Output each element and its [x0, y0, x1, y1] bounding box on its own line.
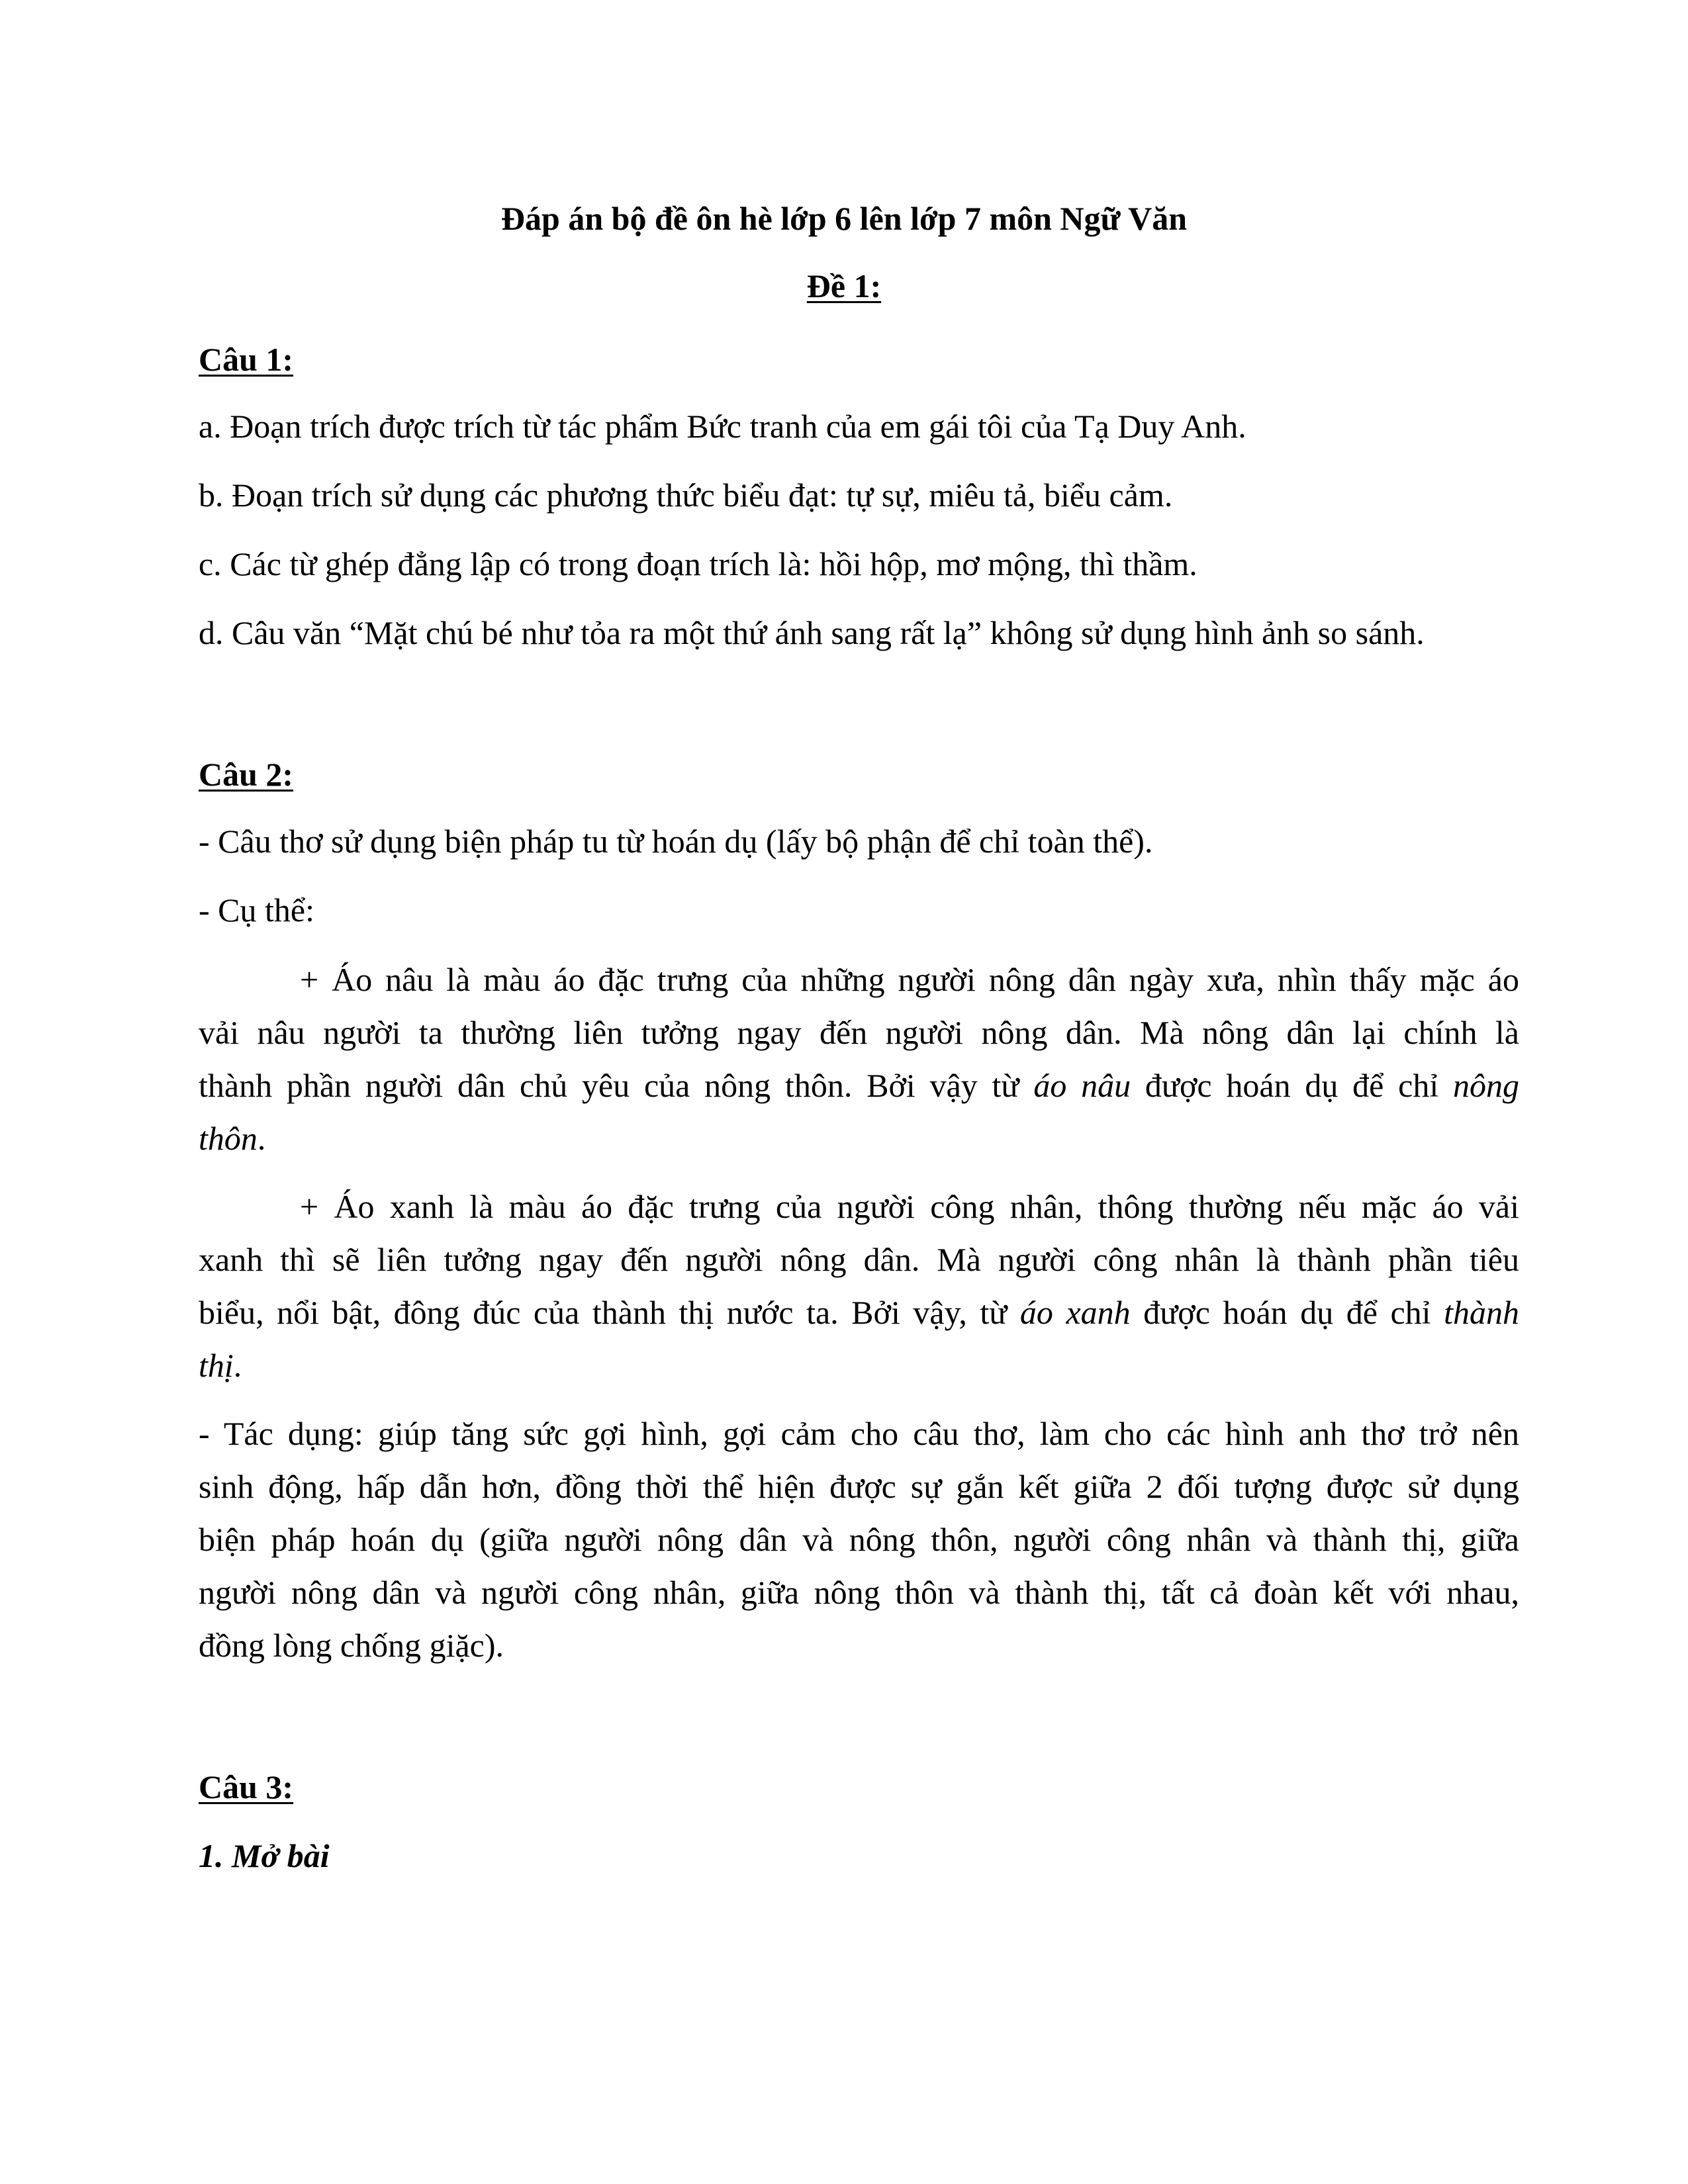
- cau2-paragraph-2: - Cụ thể:: [199, 891, 314, 929]
- cau2-tacdung-line1: - Tác dụng: giúp tăng sức gợi hình, gợi cảm cho câu thơ, làm cho các hình anh thơ trở nên: [199, 1415, 1519, 1452]
- cau2-item2-line1: + Áo xanh là màu áo đặc trưng của người công nhân, thông thường nếu mặc áo vải: [300, 1188, 1519, 1225]
- emphasis-nong: nông: [1453, 1067, 1520, 1104]
- cau2-item1-line3: thành phần người dân chủ yêu của nông thôn. Bởi vậy từ áo nâu được hoán dụ để chỉ nông: [199, 1067, 1520, 1104]
- cau2-tacdung-line3: biện pháp hoán dụ (giữa người nông dân và nông thôn, người công nhân và thành thị, giữa: [199, 1521, 1519, 1558]
- emphasis-ao-xanh: áo xanh: [1019, 1294, 1131, 1331]
- cau2-item2-line3: biểu, nổi bật, đông đúc của thành thị nước ta. Bởi vậy, từ áo xanh được hoán dụ để chỉ thành: [199, 1294, 1519, 1331]
- cau3-subheading-mo-bai: 1. Mở bài: [199, 1837, 330, 1874]
- cau3-heading: Câu 3:: [199, 1768, 294, 1805]
- cau2-item1-line4: thôn.: [199, 1120, 266, 1157]
- cau1-answer-d: d. Câu văn “Mặt chú bé như tỏa ra một thứ ánh sang rất lạ” không sử dụng hình ảnh so sánh.: [199, 614, 1425, 651]
- document-title: Đáp án bộ đề ôn hè lớp 6 lên lớp 7 môn Ngữ Văn: [500, 200, 1188, 237]
- cau2-item1-line1: + Áo nâu là màu áo đặc trưng của những người nông dân ngày xưa, nhìn thấy mặc áo: [300, 961, 1519, 998]
- cau2-item2-line2: xanh thì sẽ liên tưởng ngay đến người nông dân. Mà người công nhân là thành phần tiêu: [199, 1241, 1519, 1278]
- section-heading-text: Đề 1:: [806, 267, 882, 304]
- cau2-tacdung-line5: đồng lòng chống giặc).: [199, 1627, 504, 1664]
- emphasis-thi: thị: [199, 1347, 234, 1384]
- emphasis-thon: thôn: [199, 1120, 258, 1157]
- cau2-paragraph-1: - Câu thơ sử dụng biện pháp tu từ hoán dụ (lấy bộ phận để chỉ toàn thể).: [199, 823, 1153, 860]
- cau2-item1-line2: vải nâu người ta thường liên tưởng ngay đến người nông dân. Mà nông dân lại chính là: [199, 1014, 1519, 1051]
- emphasis-ao-nau: áo nâu: [1033, 1067, 1131, 1104]
- cau1-answer-b: b. Đoạn trích sử dụng các phương thức biểu đạt: tự sự, miêu tả, biểu cảm.: [199, 477, 1173, 514]
- section-heading: [0, 266, 1688, 306]
- cau2-item2-line4: thị.: [199, 1347, 242, 1384]
- cau2-tacdung-line4: người nông dân và người công nhân, giữa nông thôn và thành thị, tất cả đoàn kết với nhau,: [199, 1574, 1519, 1611]
- cau1-answer-a: a. Đoạn trích được trích từ tác phẩm Bức tranh của em gái tôi của Tạ Duy Anh.: [199, 408, 1246, 445]
- cau1-answer-c: c. Các từ ghép đẳng lập có trong đoạn trích là: hồi hộp, mơ mộng, thì thầm.: [199, 545, 1197, 582]
- cau2-heading: Câu 2:: [199, 756, 294, 793]
- cau1-heading: Câu 1:: [199, 341, 294, 378]
- emphasis-thanh: thành: [1444, 1294, 1519, 1331]
- cau2-tacdung-line2: sinh động, hấp dẫn hơn, đồng thời thể hiện được sự gắn kết giữa 2 đối tượng được sử dụng: [199, 1468, 1519, 1505]
